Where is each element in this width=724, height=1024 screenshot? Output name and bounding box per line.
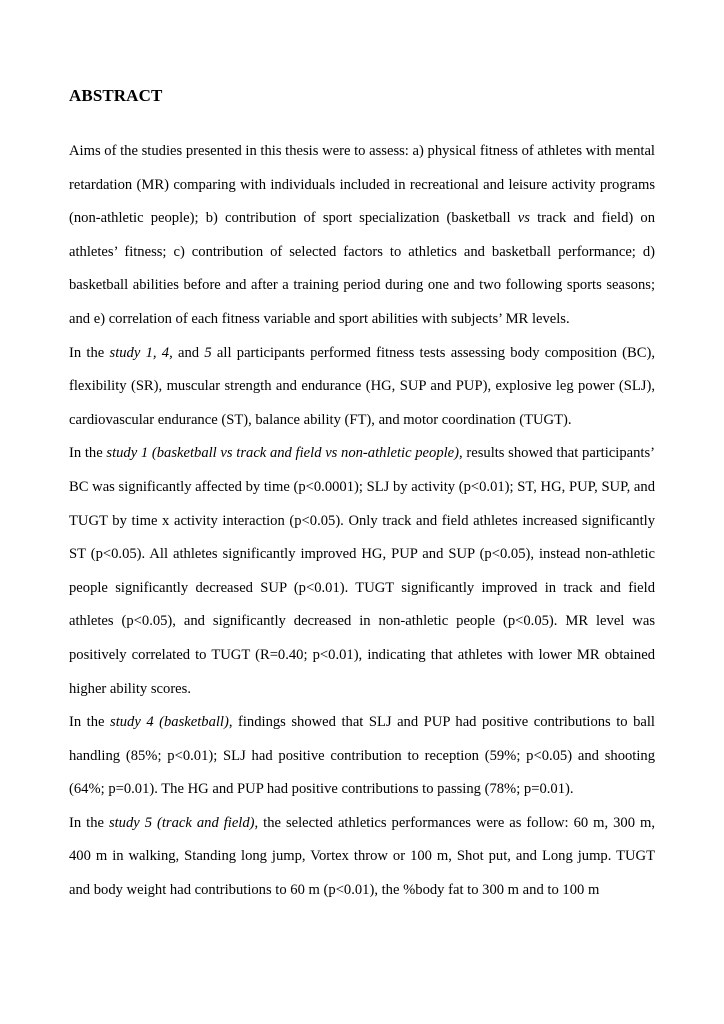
paragraph-study-4 [69,706,655,807]
text-segment: In the [69,814,109,831]
text-segment: In the [69,344,110,361]
italic-segment: 5 [204,344,212,361]
text-segment: In the [69,714,111,731]
italic-segment: vs [517,210,530,227]
text-segment: In the [69,445,107,462]
abstract-body [69,135,655,908]
paragraph-study-5 [69,807,655,908]
text-segment: all participants performed fitness tests assessing body composition (BC), flexibility (SR), muscular strength and endurance (HG, SUP and PUP), explosive leg power (SLJ), cardiovascular endurance (ST), balance ability (FT), and motor coordination (TUGT). [69,344,656,428]
text-segment: and [172,344,205,361]
italic-segment: study 4 (basketball) [110,714,229,731]
text-segment: track and field) on athletes’ fitness; c) contribution of selected factors to athletics and basketball performance; d) basketball abilities before and after a training period during one and two following sports seasons; and e) correlation of each fitness variable and sport abilities with subjects’ MR levels. [69,210,655,327]
paragraph-aims [69,135,655,337]
italic-segment: study 1 (basketball vs track and field vs non-athletic people) [106,445,460,462]
text-segment: , results showed that participants’ BC was significantly affected by time (p<0.0001); SLJ by activity (p<0.01); ST, HG, PUP, SUP, and TUGT by time x activity interaction (p<0.05). Only track and field athletes increased significantly ST (p<0.05). All athletes significantly improved HG, PUP and SUP (p<0.05), instead non-athletic people significantly decreased SUP (p<0.01). TUGT significantly improved in track and field athletes (p<0.05), and significantly decreased in non-athletic people (p<0.05). MR level was positively correlated to TUGT (R=0.40; p<0.01), indicating that athletes with lower MR obtained higher ability scores. [69,445,655,697]
paragraph-fitness-tests [69,337,655,438]
paragraph-study-1 [69,437,655,706]
section-heading: ABSTRACT [69,86,163,105]
text-segment: , findings showed that SLJ and PUP had positive contributions to ball handling (85%; p<0.01); SLJ had positive contribution to reception (59%; p<0.05) and shooting (64%; p=0.01). The HG and PUP had positive contributions to passing (78%; p=0.01). [69,714,655,798]
italic-segment: study 1, 4, [109,344,173,361]
text-segment: , the selected athletics performances were as follow: 60 m, 300 m, 400 m in walking, Standing long jump, Vortex throw or 100 m, Shot put, and Long jump. TUGT and body weight had contributions to 60 m (p<0.01), the %body fat to 300 m and to 100 m [69,814,655,899]
text-segment: Aims of the studies presented in this thesis were to assess: a) physical fitness of athletes with mental retardation (MR) comparing with individuals included in recreational and leisure activity programs (non-athletic people); b) contribution of sport specialization (basketball [69,143,655,227]
italic-segment: study 5 (track and field) [108,814,255,831]
